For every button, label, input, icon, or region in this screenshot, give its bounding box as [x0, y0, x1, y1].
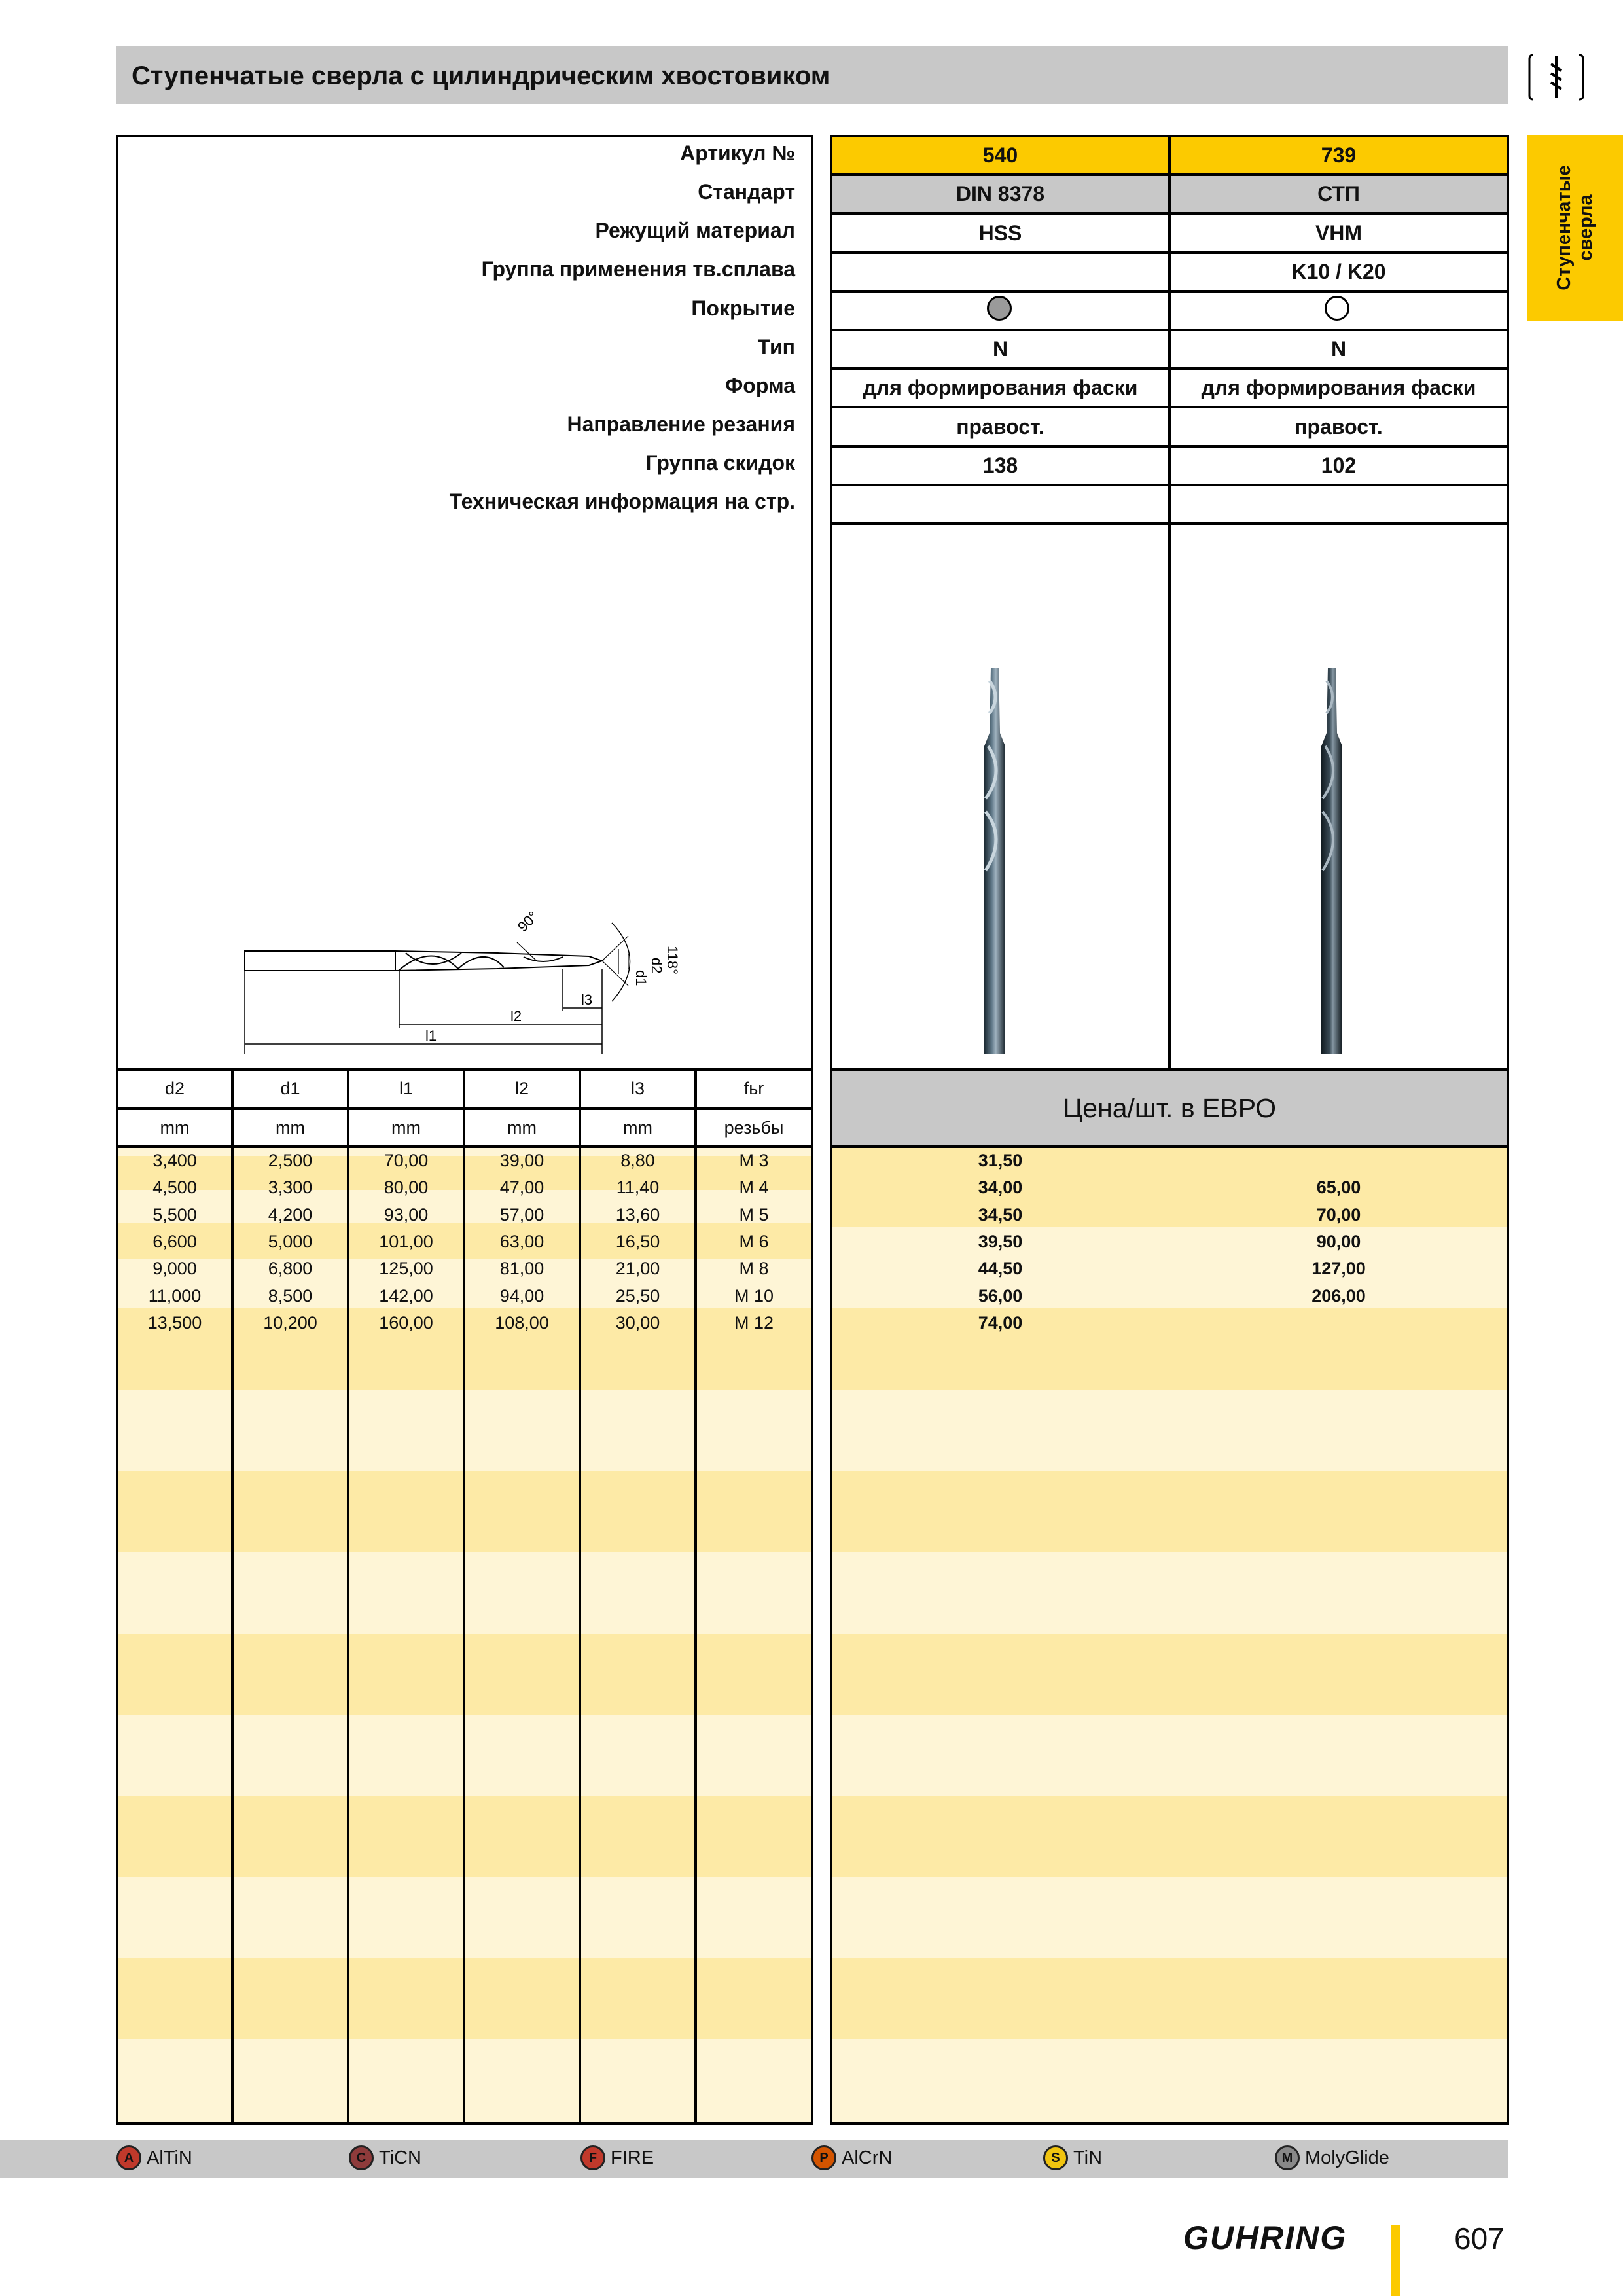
cell-l2: 39,00 — [499, 1151, 544, 1170]
label-discount-group: Группа скидок — [645, 451, 795, 475]
legend-label: FIRE — [611, 2147, 654, 2168]
coating-grey-icon — [987, 296, 1012, 321]
product-1-material: HSS — [832, 215, 1168, 254]
unit-l2: mm — [507, 1118, 537, 1138]
price-2: 90,00 — [1316, 1231, 1361, 1251]
product-2-discount-group: 102 — [1171, 448, 1507, 486]
cell-l3: 21,00 — [615, 1259, 660, 1279]
label-article: Артикул № — [680, 141, 795, 165]
label-form: Форма — [724, 374, 795, 397]
drill-739-image — [1312, 661, 1351, 1054]
header-l1: l1 — [399, 1079, 413, 1098]
cell-l1: 142,00 — [379, 1285, 433, 1306]
title-bar — [116, 46, 1508, 104]
legend-ticn — [349, 2145, 421, 2170]
product-1-discount-group: 138 — [832, 448, 1168, 486]
cell-l2: 47,00 — [499, 1177, 544, 1198]
cell-d2: 5,500 — [152, 1204, 197, 1225]
cell-l2: 57,00 — [499, 1204, 544, 1225]
cell-l1: 101,00 — [379, 1231, 433, 1251]
cell-l3: 30,00 — [615, 1312, 660, 1333]
product-2-direction: правост. — [1171, 408, 1507, 448]
legend-alcrn — [812, 2145, 892, 2170]
cell-thread: M 8 — [739, 1259, 769, 1279]
legend-label: TiN — [1073, 2147, 1103, 2168]
cell-thread: M 4 — [739, 1177, 769, 1198]
drill-dimension-diagram — [236, 897, 694, 1054]
cell-d2: 13,500 — [147, 1312, 202, 1333]
cell-l2: 94,00 — [499, 1285, 544, 1306]
price-band — [832, 1552, 1507, 1634]
price-band — [832, 1796, 1507, 1877]
product-2-material: VHM — [1171, 215, 1507, 254]
column-divider — [694, 1068, 697, 2125]
cell-d1: 8,500 — [268, 1285, 313, 1306]
price-1: 34,00 — [978, 1177, 1023, 1198]
label-cutting-direction: Направление резания — [567, 412, 795, 436]
coating-none-icon — [1325, 296, 1349, 321]
coating-legend — [0, 2140, 1508, 2178]
molyglide-icon: M — [1275, 2145, 1300, 2170]
legend-tin — [1043, 2145, 1102, 2170]
legend-label: MolyGlide — [1305, 2147, 1389, 2168]
cell-l3: 13,60 — [615, 1204, 660, 1225]
step-drill-icon — [1528, 51, 1584, 103]
product-1-article: 540 — [832, 137, 1168, 176]
unit-d1: mm — [276, 1118, 305, 1138]
label-coating: Покрытие — [691, 296, 795, 320]
price-band — [832, 1390, 1507, 1471]
cell-thread: M 3 — [739, 1151, 769, 1170]
product-2-standard: СТП — [1171, 176, 1507, 215]
alcrn-icon: P — [812, 2145, 836, 2170]
header-thread: fьr — [743, 1079, 764, 1098]
cell-l1: 70,00 — [383, 1151, 429, 1170]
legend-molyglide — [1275, 2145, 1389, 2170]
cell-d1: 3,300 — [268, 1177, 313, 1198]
column-divider — [463, 1068, 465, 2125]
price-2: 65,00 — [1316, 1177, 1361, 1198]
cell-d2: 4,500 — [152, 1177, 197, 1198]
header-d1: d1 — [280, 1079, 300, 1098]
cell-l3: 11,40 — [616, 1177, 660, 1198]
product-2-form: для формирования фаски — [1171, 370, 1507, 408]
price-2: 70,00 — [1316, 1204, 1361, 1225]
brand-logo: GUHRING — [1183, 2219, 1347, 2256]
cell-d2: 3,400 — [152, 1151, 197, 1170]
cell-d1: 6,800 — [268, 1259, 313, 1279]
price-1: 74,00 — [978, 1312, 1023, 1333]
label-cutting-material: Режущий материал — [595, 219, 795, 242]
label-standard: Стандарт — [698, 180, 795, 204]
product-2-type: N — [1171, 331, 1507, 370]
price-2: 127,00 — [1311, 1259, 1366, 1279]
price-band — [832, 1634, 1507, 1715]
page-title: Ступенчатые сверла с цилиндрическим хвостовиком — [132, 62, 830, 90]
cell-d2: 6,600 — [152, 1231, 197, 1251]
cell-l2: 63,00 — [499, 1231, 544, 1251]
cell-l1: 93,00 — [383, 1204, 429, 1225]
cell-l3: 25,50 — [615, 1285, 660, 1306]
section-tab-label: Ступенчатые сверла — [1554, 165, 1596, 291]
label-type: Тип — [757, 335, 795, 359]
unit-l3: mm — [623, 1118, 652, 1138]
d1-label: d1 — [633, 970, 649, 986]
price-band — [832, 1958, 1507, 2039]
tin-icon: S — [1043, 2145, 1068, 2170]
section-tab[interactable] — [1527, 135, 1623, 321]
price-band — [832, 2039, 1507, 2122]
column-divider — [231, 1068, 234, 2125]
product-2-article: 739 — [1171, 137, 1507, 176]
page-number: 607 — [1454, 2221, 1505, 2255]
legend-label: TiCN — [379, 2147, 421, 2168]
cell-l3: 8,80 — [620, 1151, 655, 1170]
cell-thread: M 12 — [734, 1312, 774, 1333]
cell-l1: 160,00 — [379, 1312, 433, 1333]
column-divider — [579, 1068, 581, 2125]
price-2: 206,00 — [1311, 1285, 1366, 1306]
property-labels — [116, 135, 813, 528]
product-1-type: N — [832, 331, 1168, 370]
angle-118-label: 118° — [664, 946, 681, 975]
legend-fire — [580, 2145, 654, 2170]
cell-d1: 5,000 — [268, 1231, 313, 1251]
price-band — [832, 1471, 1507, 1552]
legend-altin — [116, 2145, 192, 2170]
unit-l1: mm — [391, 1118, 421, 1138]
product-1-carbide-group — [832, 254, 1168, 293]
header-l2: l2 — [514, 1079, 529, 1098]
cell-thread: M 5 — [739, 1204, 769, 1225]
price-1: 44,50 — [978, 1259, 1023, 1279]
angle-90-label: 90° — [514, 908, 542, 935]
product-1-standard: DIN 8378 — [832, 176, 1168, 215]
cell-d1: 4,200 — [268, 1204, 313, 1225]
cell-d2: 9,000 — [152, 1259, 197, 1279]
unit-thread: резьбы — [724, 1118, 784, 1138]
l2-label: l2 — [510, 1008, 522, 1024]
l3-label: l3 — [581, 992, 593, 1008]
cell-l3: 16,50 — [615, 1231, 660, 1251]
price-band — [832, 1715, 1507, 1796]
header-l3: l3 — [630, 1079, 645, 1098]
price-header: Цена/шт. в ЕВРО — [832, 1071, 1507, 1145]
label-tech-info: Техническая информация на стр. — [449, 490, 795, 513]
product-1-form: для формирования фаски — [832, 370, 1168, 408]
cell-thread: M 10 — [734, 1285, 774, 1306]
d2-label: d2 — [649, 958, 665, 974]
column-divider — [347, 1068, 349, 2125]
cell-d1: 2,500 — [268, 1151, 313, 1170]
fire-icon: F — [580, 2145, 605, 2170]
brand-accent-bar — [1391, 2225, 1400, 2296]
header-d2: d2 — [164, 1079, 185, 1098]
cell-l1: 80,00 — [383, 1177, 429, 1198]
product-2-tech-page — [1171, 486, 1507, 525]
cell-l2: 81,00 — [499, 1259, 544, 1279]
price-1: 56,00 — [978, 1285, 1023, 1306]
label-carbide-group: Группа применения тв.сплава — [481, 257, 795, 281]
l1-label: l1 — [425, 1028, 437, 1044]
price-1: 34,50 — [978, 1204, 1023, 1225]
price-band — [832, 1877, 1507, 1958]
product-1-direction: правост. — [832, 408, 1168, 448]
unit-d2: mm — [160, 1118, 190, 1138]
cell-l2: 108,00 — [495, 1312, 549, 1333]
cell-d1: 10,200 — [263, 1312, 317, 1333]
price-1: 39,50 — [978, 1231, 1023, 1251]
cell-l1: 125,00 — [379, 1259, 433, 1279]
cell-d2: 11,000 — [148, 1285, 202, 1306]
cell-thread: M 6 — [739, 1231, 769, 1251]
price-1: 31,50 — [978, 1151, 1023, 1170]
legend-label: AlTiN — [147, 2147, 192, 2168]
altin-icon: A — [116, 2145, 141, 2170]
ticn-icon: C — [349, 2145, 374, 2170]
drill-540-image — [975, 661, 1014, 1054]
product-2-carbide-group: K10 / K20 — [1171, 254, 1507, 293]
legend-label: AlCrN — [842, 2147, 893, 2168]
product-1-tech-page — [832, 486, 1168, 525]
